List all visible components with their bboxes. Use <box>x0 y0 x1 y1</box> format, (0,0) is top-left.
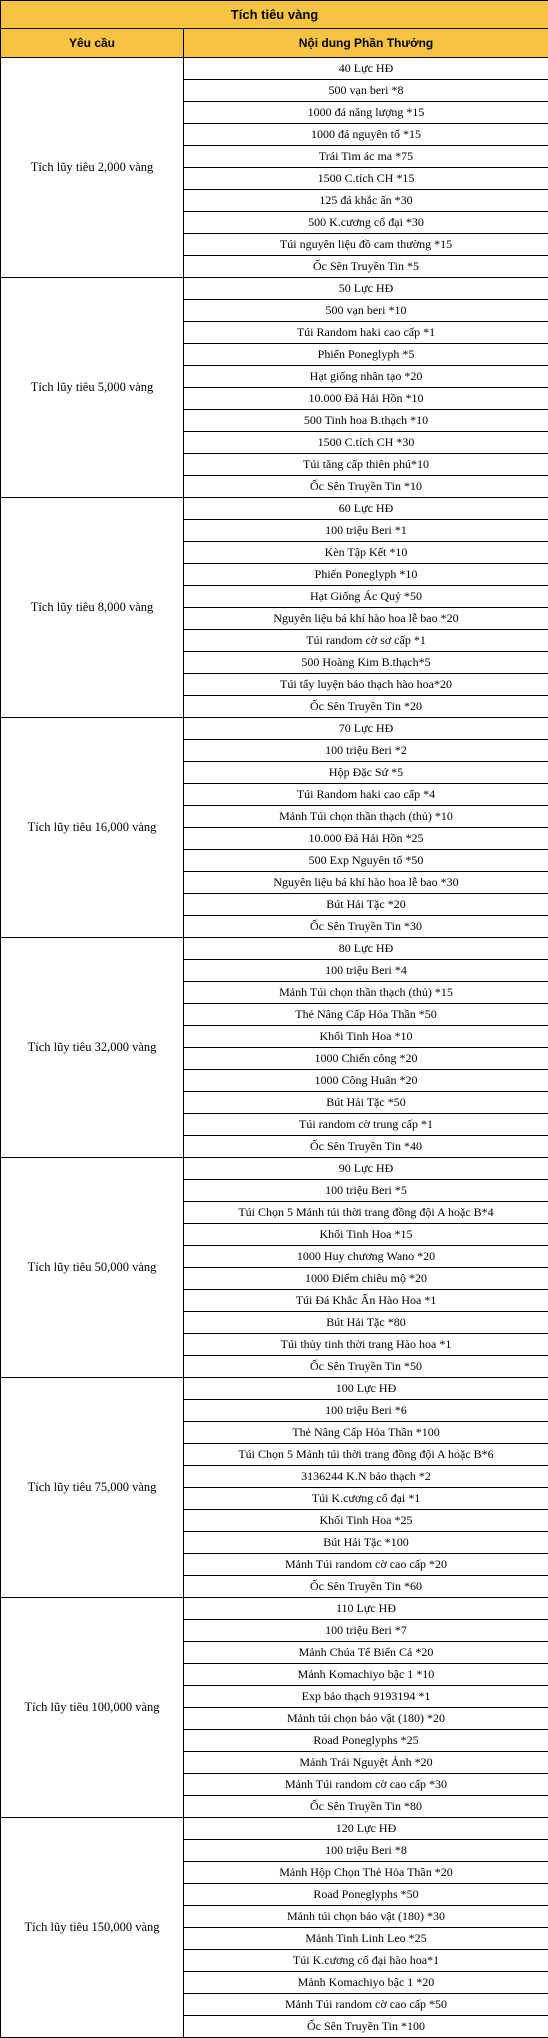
reward-item: Bút Hải Tặc *50 <box>184 1092 548 1114</box>
reward-item: Khối Tinh Hoa *15 <box>184 1224 548 1246</box>
reward-item: Hạt giống nhân tạo *20 <box>184 366 548 388</box>
tier-rewards <box>184 1158 548 1378</box>
reward-item: Mảnh Hộp Chọn Thẻ Hỏa Thần *20 <box>184 1862 548 1884</box>
tier-rewards <box>184 1378 548 1598</box>
reward-item: Thẻ Nâng Cấp Hỏa Thần *100 <box>184 1422 548 1444</box>
tier-requirement: Tích lũy tiêu 2,000 vàng <box>1 58 184 278</box>
reward-item: Mảnh Túi chọn thần thạch (thủ) *10 <box>184 806 548 828</box>
tier-row <box>1 1598 548 1818</box>
reward-item: Mảnh túi chọn bảo vật (180) *20 <box>184 1708 548 1730</box>
reward-item: 1500 C.tích CH *30 <box>184 432 548 454</box>
tier-rewards <box>184 278 548 498</box>
tier-rewards <box>184 938 548 1158</box>
reward-item: 100 triệu Beri *6 <box>184 1400 548 1422</box>
reward-item: Thẻ Nâng Cấp Hỏa Thần *50 <box>184 1004 548 1026</box>
reward-item: Ốc Sên Truyền Tin *30 <box>184 916 548 937</box>
reward-item: 125 đá khắc ấn *30 <box>184 190 548 212</box>
tier-row <box>1 718 548 938</box>
tier-row <box>1 1818 548 2038</box>
reward-item: Road Poneglyphs *50 <box>184 1884 548 1906</box>
reward-item: Nguyên liệu bá khí hào hoa lễ bao *30 <box>184 872 548 894</box>
tier-rewards <box>184 1818 548 2038</box>
reward-item: Hạt Giống Ác Quỷ *50 <box>184 586 548 608</box>
title-row <box>1 1 548 29</box>
reward-item: Road Poneglyphs *25 <box>184 1730 548 1752</box>
reward-item: Mảnh Tinh Linh Leo *25 <box>184 1928 548 1950</box>
reward-item: 40 Lực HĐ <box>184 58 548 80</box>
tier-requirement: Tích lũy tiêu 8,000 vàng <box>1 498 184 718</box>
tier-rewards <box>184 58 548 278</box>
reward-item: 1500 C.tích CH *15 <box>184 168 548 190</box>
reward-item: Nguyên liệu bá khí hào hoa lễ bao *20 <box>184 608 548 630</box>
reward-item: 500 vạn beri *10 <box>184 300 548 322</box>
reward-item: Mảnh Komachiyo bậc 1 *10 <box>184 1664 548 1686</box>
reward-item: Mảnh Túi random cờ cao cấp *20 <box>184 1554 548 1576</box>
reward-item: Kèn Tập Kết *10 <box>184 542 548 564</box>
reward-item: Khối Tinh Hoa *25 <box>184 1510 548 1532</box>
reward-item: Mảnh Komachiyo bậc 1 *20 <box>184 1972 548 1994</box>
reward-item: 1000 Chiến công *20 <box>184 1048 548 1070</box>
reward-item: Ốc Sên Truyền Tin *40 <box>184 1136 548 1157</box>
tier-row <box>1 938 548 1158</box>
reward-item: 80 Lực HĐ <box>184 938 548 960</box>
reward-item: 100 triệu Beri *5 <box>184 1180 548 1202</box>
tier-rewards <box>184 498 548 718</box>
reward-item: Ốc Sên Truyền Tin *10 <box>184 476 548 497</box>
tier-row <box>1 1158 548 1378</box>
header-requirement: Yêu cầu <box>1 29 184 58</box>
reward-item: 100 Lực HĐ <box>184 1378 548 1400</box>
reward-item: 10.000 Đá Hải Hồn *25 <box>184 828 548 850</box>
reward-item: 90 Lực HĐ <box>184 1158 548 1180</box>
reward-item: 100 triệu Beri *1 <box>184 520 548 542</box>
tier-body <box>1 58 548 2038</box>
reward-item: 100 triệu Beri *8 <box>184 1840 548 1862</box>
tier-row <box>1 58 548 278</box>
reward-item: Exp bảo thạch 9193194 *1 <box>184 1686 548 1708</box>
reward-item: 1000 đá năng lượng *15 <box>184 102 548 124</box>
reward-item: Phiến Poneglyph *5 <box>184 344 548 366</box>
reward-item: 120 Lực HĐ <box>184 1818 548 1840</box>
reward-item: Túi Chọn 5 Mảnh túi thời trang đồng đội A hoặc B*4 <box>184 1202 548 1224</box>
reward-item: Khối Tinh Hoa *10 <box>184 1026 548 1048</box>
reward-item: 60 Lực HĐ <box>184 498 548 520</box>
reward-item: Trái Tim ác ma *75 <box>184 146 548 168</box>
reward-item: 70 Lực HĐ <box>184 718 548 740</box>
reward-item: Túi K.cương cổ đại hào hoa*1 <box>184 1950 548 1972</box>
reward-item: Mảnh Túi random cờ cao cấp *50 <box>184 1994 548 2016</box>
tier-requirement: Tích lũy tiêu 100,000 vàng <box>1 1598 184 1818</box>
reward-item: 500 K.cương cổ đại *30 <box>184 212 548 234</box>
reward-item: 1000 Điểm chiêu mộ *20 <box>184 1268 548 1290</box>
tier-requirement: Tích lũy tiêu 150,000 vàng <box>1 1818 184 2038</box>
tier-row <box>1 498 548 718</box>
reward-item: Mảnh Chúa Tể Biển Cả *20 <box>184 1642 548 1664</box>
tier-requirement: Tích lũy tiêu 5,000 vàng <box>1 278 184 498</box>
reward-item: Mảnh Túi random cờ cao cấp *30 <box>184 1774 548 1796</box>
tier-requirement: Tích lũy tiêu 16,000 vàng <box>1 718 184 938</box>
reward-item: Túi random cờ sơ cấp *1 <box>184 630 548 652</box>
reward-item: Mảnh túi chọn bảo vật (180) *30 <box>184 1906 548 1928</box>
reward-item: Hộp Đặc Sứ *5 <box>184 762 548 784</box>
reward-item: Bút Hải Tặc *80 <box>184 1312 548 1334</box>
reward-item: 1000 Huy chương Wano *20 <box>184 1246 548 1268</box>
reward-item: 500 Exp Nguyên tố *50 <box>184 850 548 872</box>
reward-item: 10.000 Đá Hải Hồn *10 <box>184 388 548 410</box>
reward-item: Phiến Poneglyph *10 <box>184 564 548 586</box>
reward-item: Bút Hải Tặc *20 <box>184 894 548 916</box>
reward-item: 110 Lực HĐ <box>184 1598 548 1620</box>
header-rewards: Nội dung Phần Thưởng <box>184 29 548 58</box>
reward-item: 100 triệu Beri *7 <box>184 1620 548 1642</box>
tier-requirement: Tích lũy tiêu 75,000 vàng <box>1 1378 184 1598</box>
reward-item: 500 Tinh hoa B.thạch *10 <box>184 410 548 432</box>
reward-item: Ốc Sên Truyền Tin *100 <box>184 2016 548 2037</box>
reward-item: Ốc Sên Truyền Tin *20 <box>184 696 548 717</box>
reward-item: Mảnh Túi chọn thần thạch (thủ) *15 <box>184 982 548 1004</box>
tier-rewards <box>184 1598 548 1818</box>
reward-item: 500 Hoàng Kim B.thạch*5 <box>184 652 548 674</box>
reward-item: Ốc Sên Truyền Tin *5 <box>184 256 548 277</box>
reward-item: Ốc Sên Truyền Tin *80 <box>184 1796 548 1817</box>
reward-item: Túi Random haki cao cấp *1 <box>184 322 548 344</box>
reward-item: Túi Đá Khắc Ấn Hào Hoa *1 <box>184 1290 548 1312</box>
reward-item: Túi thủy tinh thời trang Hào hoa *1 <box>184 1334 548 1356</box>
reward-item: Túi tẩy luyện bảo thạch hào hoa*20 <box>184 674 548 696</box>
reward-item: Túi Chọn 5 Mảnh túi thời trang đồng đội A hoặc B*6 <box>184 1444 548 1466</box>
reward-item: Ốc Sên Truyền Tin *60 <box>184 1576 548 1597</box>
reward-item: Mảnh Trái Nguyệt Ảnh *20 <box>184 1752 548 1774</box>
table-title: Tích tiêu vàng <box>1 1 548 29</box>
reward-item: 1000 đá nguyên tố *15 <box>184 124 548 146</box>
reward-item: 50 Lực HĐ <box>184 278 548 300</box>
reward-item: 100 triệu Beri *4 <box>184 960 548 982</box>
reward-item: Ốc Sên Truyền Tin *50 <box>184 1356 548 1377</box>
reward-item: 3136244 K.N bảo thạch *2 <box>184 1466 548 1488</box>
reward-item: 100 triệu Beri *2 <box>184 740 548 762</box>
tier-rewards <box>184 718 548 938</box>
tier-row <box>1 278 548 498</box>
header-row <box>1 29 548 58</box>
reward-item: 500 vạn beri *8 <box>184 80 548 102</box>
tier-row <box>1 1378 548 1598</box>
reward-item: Túi random cờ trung cấp *1 <box>184 1114 548 1136</box>
reward-item: Túi nguyên liệu đồ cam thường *15 <box>184 234 548 256</box>
reward-item: Túi K.cương cổ đại *1 <box>184 1488 548 1510</box>
reward-item: Bút Hải Tặc *100 <box>184 1532 548 1554</box>
reward-item: Túi tăng cấp thiên phú*10 <box>184 454 548 476</box>
reward-item: 1000 Công Huân *20 <box>184 1070 548 1092</box>
tier-requirement: Tích lũy tiêu 50,000 vàng <box>1 1158 184 1378</box>
tier-requirement: Tích lũy tiêu 32,000 vàng <box>1 938 184 1158</box>
reward-item: Túi Random haki cao cấp *4 <box>184 784 548 806</box>
